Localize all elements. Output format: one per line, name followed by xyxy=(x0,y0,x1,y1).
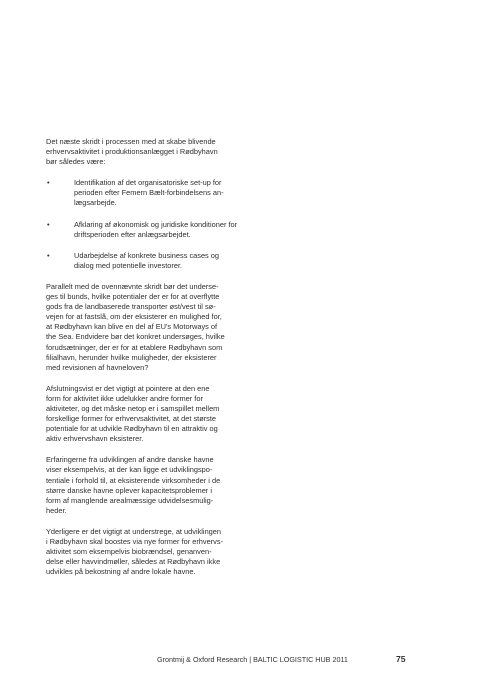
text-line: forskellige former for erhvervsaktivitet, at det største xyxy=(46,414,217,424)
text-line: Erfaringerne fra udviklingen af andre danske havne xyxy=(46,455,214,465)
text-line: med revisionen af havneloven? xyxy=(46,362,149,372)
text-line: Det næste skridt i processen med at skabe blivende xyxy=(46,137,216,146)
text-line: Afslutningsvist er det vigtigt at pointere at den ene xyxy=(46,383,210,393)
paragraph-conclusion xyxy=(46,384,246,445)
text-line: aktiv erhvervshavn eksisterer. xyxy=(46,434,144,444)
text-line: vejen for at fastslå, om der eksisterer en mulighed for, xyxy=(46,312,222,322)
text-line: Yderligere er det vigtigt at understrege, at udviklingen xyxy=(46,526,222,536)
text-line: perioden efter Femern Bælt-forbindelsens an- xyxy=(74,188,224,198)
text-line: heder. xyxy=(46,505,67,515)
text-line: tentiale i forhold til, at eksisterende virksomheder i de xyxy=(46,475,221,485)
text-line: aktivitet som eksempelvis biobrændsel, genanven- xyxy=(46,547,212,557)
text-line: aktiviteter, og det måske netop er i samspillet mellem xyxy=(46,403,220,413)
text-line: ges til bunds, hvilke potentialer der er for at overflytte xyxy=(46,292,220,302)
text-line: i Rødbyhavn skal boostes via nye former for erhvervs- xyxy=(46,537,224,546)
paragraph-experience xyxy=(46,455,246,516)
paragraph-further xyxy=(46,527,246,577)
text-line: form for aktivitet ikke udelukker andre former for xyxy=(46,393,203,403)
text-line: the Sea. Endvidere bør det konkret undersøges, hvilke xyxy=(46,332,225,342)
text-line: Parallelt med de ovennævnte skridt bør det underse- xyxy=(46,281,219,291)
text-line: dialog med potentielle investorer. xyxy=(74,260,183,270)
bullet-icon: • xyxy=(47,219,50,229)
paragraph-parallel xyxy=(46,282,246,373)
list-item xyxy=(46,251,246,271)
text-line: bør således være: xyxy=(46,157,106,167)
text-line: filialhavn, herunder hvilke muligheder, der eksisterer xyxy=(46,352,217,362)
text-line: gods fra de landbaserede transporter øst/vest til sø- xyxy=(46,302,216,312)
main-text-column xyxy=(46,137,246,588)
list-item xyxy=(46,220,246,240)
text-line: delse eller havvindmøller, således at Rødbyhavn ikke xyxy=(46,557,221,567)
text-line: lægsarbejde. xyxy=(74,198,117,208)
text-line: udvikles på bekostning af andre lokale havne. xyxy=(46,567,196,577)
text-line: driftsperioden efter anlægsarbejdet. xyxy=(74,229,191,239)
bullet-icon: • xyxy=(47,250,50,260)
text-line: at Rødbyhavn kan blive en del af EU's Motorways of xyxy=(46,322,218,332)
text-line: Afklaring af økonomisk og juridiske konditioner for xyxy=(74,219,238,229)
bullet-list xyxy=(46,178,246,271)
page-number: 75 xyxy=(396,654,406,664)
text-line: erhvervsaktivitet i produktionsanlægget i Rødbyhavn xyxy=(46,147,218,157)
text-line: Udarbejdelse af konkrete business cases og xyxy=(74,250,220,260)
bullet-icon: • xyxy=(47,178,50,188)
text-line: forudsætninger, der er for at etablere Rødbyhavn som xyxy=(46,342,223,352)
text-line: større danske havne oplever kapacitetsproblemer i xyxy=(46,485,212,495)
text-line: potentiale for at udvikle Rødbyhavn til en attraktiv og xyxy=(46,424,218,434)
intro-paragraph xyxy=(46,137,246,167)
text-line: Identifikation af det organisatoriske set-up for xyxy=(74,178,222,188)
list-item xyxy=(46,178,246,208)
footer-text: Grontmij & Oxford Research | BALTIC LOGISTIC HUB 2011 xyxy=(157,655,348,664)
text-line: viser eksempelvis, at der kan ligge et udviklingspo- xyxy=(46,465,213,475)
text-line: form af manglende arealmæssige udvidelsesmulig- xyxy=(46,495,214,505)
